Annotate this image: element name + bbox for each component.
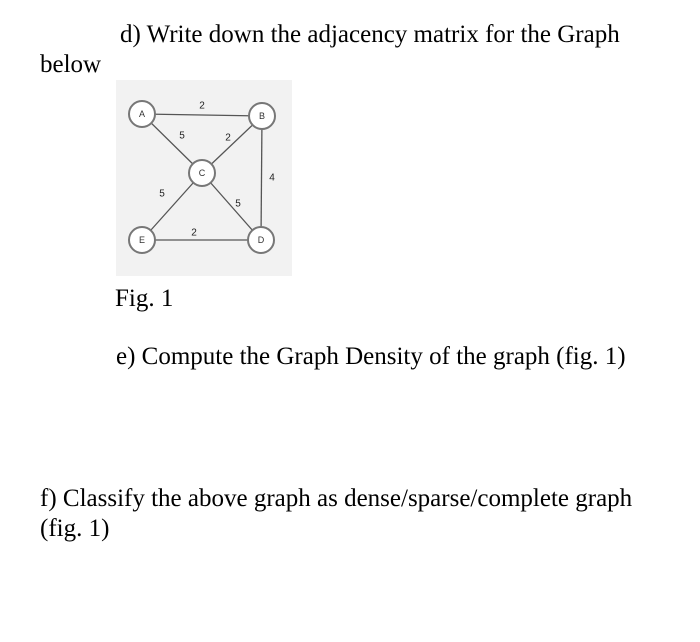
node-label: C	[198, 168, 206, 178]
figure-caption: Fig. 1	[115, 285, 174, 312]
edge-weight-c-d: 5	[235, 198, 241, 210]
node-label: A	[138, 109, 146, 119]
question-f-text: f) Classify the above graph as dense/sparse/complete graph	[40, 485, 633, 512]
edge-b-d	[261, 116, 262, 240]
question-e-text: e) Compute the Graph Density of the graph (fig. 1)	[116, 343, 626, 370]
question-d-text: d) Write down the adjacency matrix for the Graph	[120, 21, 620, 48]
edge-weight-b-d: 4	[269, 172, 275, 184]
edge-a-b	[142, 114, 262, 116]
graph-figure	[116, 80, 292, 276]
node-a	[129, 101, 155, 127]
node-d	[248, 227, 274, 253]
edge-weight-b-c: 2	[225, 132, 231, 144]
node-b	[249, 103, 275, 129]
edge-weight-e-d: 2	[191, 227, 197, 239]
edge-weight-a-b: 2	[199, 100, 205, 112]
node-label: E	[138, 235, 146, 245]
question-d-text-continued: below	[40, 51, 102, 78]
node-label: D	[257, 235, 265, 245]
node-e	[129, 227, 155, 253]
node-label: B	[258, 111, 266, 121]
graph-svg	[116, 80, 292, 276]
edge-weight-a-c: 5	[179, 130, 185, 142]
node-c	[189, 160, 215, 186]
question-f-text-continued: (fig. 1)	[40, 515, 110, 542]
edge-weight-c-e: 5	[159, 188, 165, 200]
